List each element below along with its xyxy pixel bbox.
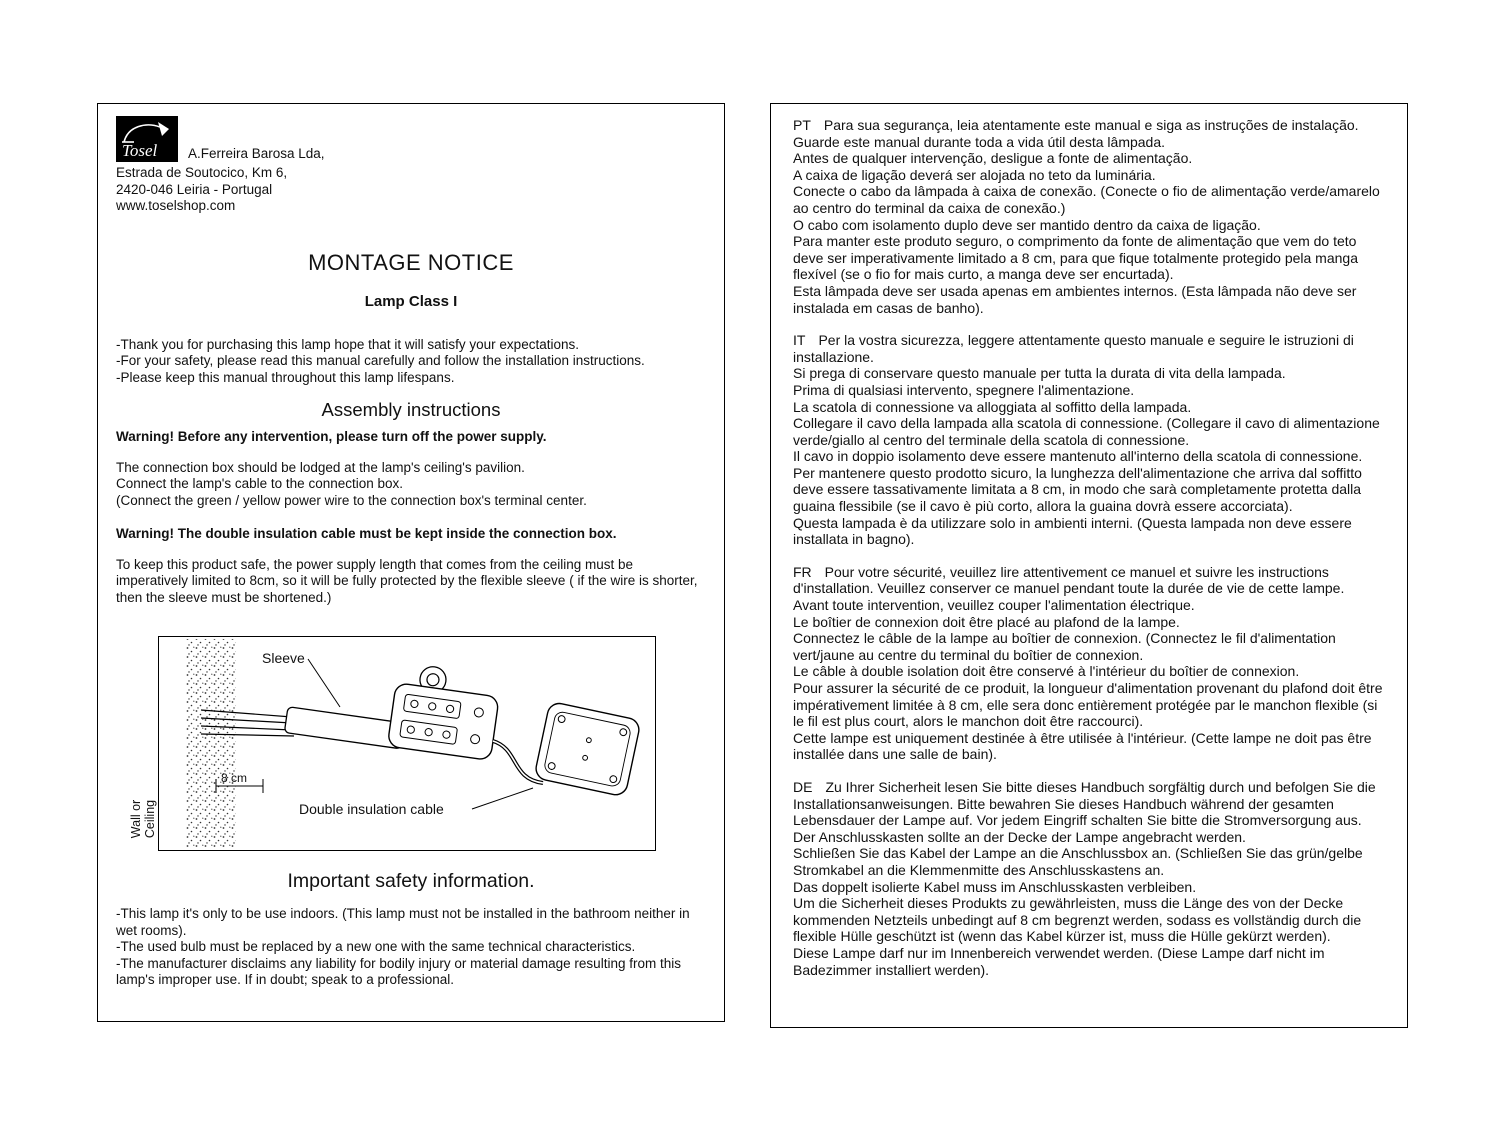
company-address [116, 165, 706, 215]
lang-code-de: DE [793, 778, 813, 795]
diagram-section [129, 636, 656, 851]
company-name: A.Ferreira Barosa Lda, [188, 146, 325, 161]
safety-heading: Important safety information. [287, 870, 535, 892]
translations-panel [770, 103, 1408, 1028]
section-pt [793, 117, 1389, 316]
cover-plate [534, 701, 641, 797]
lang-text-it: Per la vostra sicurezza, leggere attentamente questo manuale e seguire le istruzioni di installazione. Si prega di conservare questo manuale per tutta la durata di vita della lampada. Prima di qualsiasi intervento, spegnere l'alimentazione. La scatola di connessione va alloggiata al soffitto della lampada. Collegare il cavo della lampada alla scatola di connessione. (Collegare il cavo di alimentazione verde/giallo al centro del terminale della scatola di connessione. Il cavo in doppio isolamento deve essere mantenuto all'interno della scatola di connessione. Per mantenere questo prodotto sicuro, la lunghezza dell'alimentazione che arriva dal soffitto deve essere tassativamente limitata a 8 cm, in modo che sarà completamente protetta dalla guaina flessibile (se il cavo è più corto, allora la guaina dovrà essere accorciata). Questa lampada è da utilizzare solo in ambienti interni. (Questa lampada non deve essere installata in bagno). [793, 332, 1380, 548]
lamp-class-subtitle: Lamp Class I [364, 292, 458, 310]
connection-box [387, 662, 502, 761]
section-it [793, 332, 1389, 548]
address-line-2: 2420-046 Leiria - Portugal [116, 181, 273, 197]
company-website: www.toselshop.com [116, 198, 236, 213]
brand-header [116, 116, 706, 162]
tosel-logo [116, 116, 178, 162]
cable-length-text: To keep this product safe, the power supply length that comes from the ceiling must be imperatively limited to 8cm, so it will be fully protected by the flexible sleeve ( if the wire is shorter, then the sleeve must be shortened.) [116, 556, 698, 605]
cable-label: Double insulation cable [299, 801, 444, 817]
assembly-instructions-text: The connection box should be lodged at the lamp's ceiling's pavilion. Connect the lamp's cable to the connection box. (Connect the green / yellow power wire to the connection box's terminal center. [116, 459, 587, 508]
double-insulation-cable [493, 741, 543, 783]
intro-paragraph: -Thank you for purchasing this lamp hope that it will satisfy your expectations. -For your safety, please read this manual carefully and follow the installation instructions. -Please keep this manual throughout this lamp lifespans. [116, 336, 645, 385]
left-panel [97, 103, 725, 1022]
diagram-frame [158, 636, 656, 851]
assembly-heading: Assembly instructions [321, 399, 501, 420]
lang-code-it: IT [793, 332, 806, 349]
warning-power-supply: Warning! Before any intervention, please turn off the power supply. [116, 429, 547, 444]
warning-insulation-cable: Warning! The double insulation cable must be kept inside the connection box. [116, 526, 617, 541]
page-title: MONTAGE NOTICE [308, 249, 514, 275]
wall-hatch [186, 639, 236, 848]
lang-text-de: Zu Ihrer Sicherheit lesen Sie bitte dieses Handbuch sorgfältig durch und befolgen Sie die Installationsanweisungen. Bitte bewahren Sie dieses Handbuch während der gesamten Lebensdauer der Lampe auf. Vor jedem Eingriff schalten Sie bitte die Stromversorgung aus. Der Anschlusskasten sollte an der Decke der Lampe angebracht werden. Schließen Sie das Kabel der Lampe an die Anschlussbox an. (Schließen Sie das grün/gelbe Stromkabel an die Klemmenmitte des Anschlusskastens an. Das doppelt isolierte Kabel muss im Anschlusskasten verbleiben. Um die Sicherheit dieses Produkts zu gewährleisten, muss die Länge des von der Decke kommenden Netzteils unbedingt auf 8 cm begrenzt werden, sodass es vollständig durch die flexible Hülle geschützt ist (wenn das Kabel kürzer ist, muss die Hülle gekürzt werden). Diese Lampe darf nur im Innenbereich verwendet werden. (Diese Lampe darf nicht im Badezimmer installiert werden). [793, 778, 1376, 978]
lang-text-fr: Pour votre sécurité, veuillez lire attentivement ce manuel et suivre les instructions d'installation. Veuillez conserver ce manuel pendant toute la durée de vie de cette lampe. Avant toute intervention, veuillez couper l'alimentation électrique. Le boîtier de connexion doit être placé au plafond de la lampe. Connectez le câble de la lampe au boîtier de connexion. (Connectez le fil d'alimentation vert/jaune au centre du terminal du boîtier de connexion. Le câble à double isolation doit être conservé à l'intérieur du boîtier de connexion. Pour assurer la sécurité de ce produit, la longueur d'alimentation provenant du plafond doit être impérativement limitée à 8 cm, elle sera donc entièrement protégée par le manchon flexible (si le fil est plus court, alors le manchon doit être raccourci). Cette lampe est uniquement destinée à être utilisée à l'intérieur. (Cette lampe ne doit pas être installée dans une salle de bain). [793, 563, 1383, 763]
assembly-diagram [159, 637, 655, 850]
lang-code-fr: FR [793, 563, 812, 580]
sleeve-tube [284, 707, 404, 749]
lang-text-pt: Para sua segurança, leia atentamente este manual e siga as instruções de instalação. Guarde este manual durante toda a vida útil desta lâmpada. Antes de qualquer intervenção, desligue a fonte de alimentação. A caixa de ligação deverá ser alojada no teto da luminária. Conecte o cabo da lâmpada à caixa de conexão. (Conecte o fio de alimentação verde/amarelo ao centro do terminal da caixa de conexão.) O cabo com isolamento duplo deve ser mantido dentro da caixa de ligação. Para manter este produto seguro, o comprimento da fonte de alimentação que vem do teto deve ser imperativamente limitado a 8 cm, para que fique totalmente protegido pela manga flexível (se o fio for mais curto, a manga deve ser encurtada). Esta lâmpada deve ser usada apenas em ambientes internos. (Esta lâmpada não deve ser instalada em casas de banho). [793, 117, 1380, 316]
lang-code-pt: PT [793, 117, 811, 133]
section-fr [793, 564, 1389, 763]
sleeve-label: Sleeve [262, 650, 305, 666]
dimension-8cm-label: 8 cm [221, 771, 248, 785]
address-line-1: Estrada de Soutocico, Km 6, [116, 165, 288, 180]
safety-text: -This lamp it's only to be use indoors. (This lamp must not be installed in the bathroom neither in wet rooms). -The used bulb must be replaced by a new one with the same technical characteristics. -The manufacturer disclaims any liability for bodily injury or material damage resulting from this lamp's improper use. If in doubt; speak to a professional. [116, 906, 690, 987]
logo-brand-text: Tosel [122, 141, 158, 160]
section-de [793, 779, 1389, 978]
wall-or-ceiling-label: Wall or Ceiling [129, 799, 157, 839]
